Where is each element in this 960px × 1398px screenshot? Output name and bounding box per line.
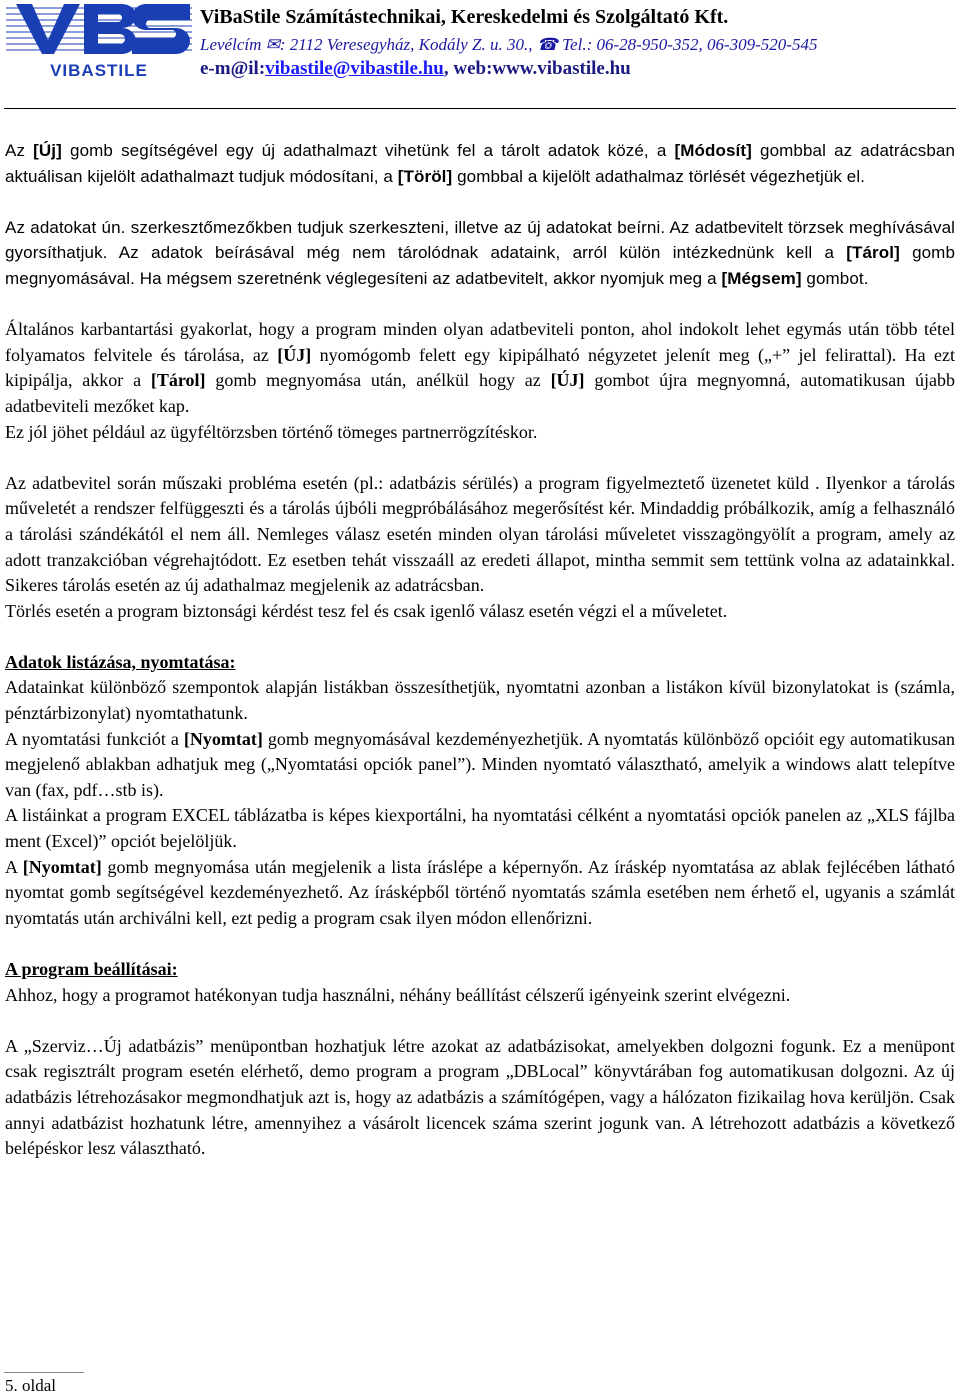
text: gombot újra megnyomná, automatikusan újabb adatbeviteli mezőket kap. <box>5 370 955 416</box>
button-ref-store: [Tárol] <box>846 243 900 263</box>
address-label: Levélcím <box>200 35 262 54</box>
phone-label: Tel. <box>562 35 587 54</box>
envelope-icon: ✉ <box>265 35 280 54</box>
paragraph-settings-1: Ahhoz, hogy a programot hatékonyan tudja használni, néhány beállítást célszerű igényeink szerint elvégezni. <box>5 984 791 1005</box>
text: nyomógomb felett egy kipipálható négyzetet jelenít meg („+” jel felirattal). Ha ezt kipipálja, akkor a <box>5 344 956 391</box>
phone-icon: ☎ <box>536 35 558 54</box>
paragraph-maintenance <box>5 317 955 419</box>
vibastile-logo <box>4 2 194 80</box>
button-ref-new: [ÚJ] <box>277 344 312 365</box>
text: Az <box>5 141 34 160</box>
letterhead <box>0 0 960 110</box>
button-ref-new: [Új] <box>33 141 62 160</box>
button-ref-cancel: [Mégsem] <box>721 268 802 288</box>
text: gomb megnyomása után megjelenik a lista íráslépe a képernyőn. Az íráskép nyomtatása az ablak fejlécében látható nyomtat gomb segítségével kezdeményezhető. Az írásképből történő nyomtatás számla esetében nem érhető el, ugyanis a számlát nyomtatás után archiválni kell, ezt pedig a program csak ilyen módon ellenőrizni. <box>5 856 955 928</box>
text: gomb megnyomásával kezdeményezhetjük. A nyomtatás különböző opcióit egy automatikusan megjelenő ablakban adhatjuk meg („Nyomtatási opciók panel”). Minden nyomtató választható, amelyik a windows alatt telepítve van (fax, pdf…stb is). <box>5 728 956 800</box>
paragraph-listing-3: A listáinkat a program EXCEL táblázatba is képes kiexportálni, ha nyomtatási célként a nyomtatási opciók panelen az „XLS fájlba ment (Excel)” opciót bejelöljük. <box>5 805 955 852</box>
company-name: ViBaStile Számítástechnikai, Kereskedelmi és Szolgáltató Kft. <box>200 6 729 28</box>
header-rule <box>4 108 956 109</box>
footer-rule <box>4 1372 84 1373</box>
paragraph-listing-2 <box>5 727 955 804</box>
button-ref-print: [Nyomtat] <box>183 728 263 749</box>
button-ref-print: [Nyomtat] <box>22 856 102 877</box>
contact-line <box>200 58 631 80</box>
paragraph-errors: Az adatbevitel során műszaki probléma esetén (pl.: adatbázis sérülés) a program figyelmeztető üzenetet küld . Ilyenkor a tárolás műveletét a rendszer felfüggeszti és a tárolás újbóli megpróbálásához megerősítést kér. Mindaddig próbálkozik, amíg a felhasználó a tárolási szándékától el nem áll. Nemleges válasz esetén minden olyan tárolási műveletet visszagöngyölít a program, amely az adott tranzakcióban végrehajtódott. Ez esetben tehát visszaáll az eredeti állapot, mintha semmit sem tettünk volna az adatainkkal. Sikeres tárolás esetén az új adathalmaz megjelenik az adatrácsban. <box>5 472 955 596</box>
text: gomb segítségével egy új adathalmazt vihetünk fel a tárolt adatok közé, a <box>61 141 675 160</box>
text: Az adatokat ún. szerkesztőmezőkben tudjuk szerkeszteni, illetve az új adatokat beírni. Az adatbevitelt törzsek meghívásával gyorsíthatjuk. Az adatok beírásával még nem tárolódnak adataink, arról külön intézkednünk kell a <box>5 217 955 263</box>
page-body <box>5 138 955 1162</box>
email-prefix: e-m@il: <box>200 58 266 79</box>
heading-listing: Adatok listázása, nyomtatása: <box>5 651 236 672</box>
page-number: 5. oldal <box>5 1376 56 1395</box>
text: gomb megnyomása után, anélkül hogy az <box>205 370 551 391</box>
email-link[interactable]: vibastile@vibastile.hu <box>265 58 444 79</box>
text: Ha mégsem szeretnénk véglegesíteni az adatbevitelt, akkor nyomjuk meg a <box>134 268 722 288</box>
paragraph-listing-4 <box>5 855 955 932</box>
paragraph-example: Ez jól jöhet például az ügyféltörzsben történő tömeges partnerrögzítéskor. <box>5 421 538 442</box>
address-text: : 2112 Veresegyház, Kodály Z. u. 30., <box>279 35 533 54</box>
paragraph-editing <box>5 215 955 292</box>
text: gombbal a kijelölt adathalmaz törlését végezhetjük el. <box>452 166 866 186</box>
phone-text: : 06-28-950-352, 06-309-520-545 <box>586 35 818 54</box>
address-line <box>200 35 817 55</box>
paragraph-listing-1: Adatainkat különböző szempontok alapján listákban összesíthetjük, nyomtatni azonban a listákon kívül bizonylatokat is (számla, pénztárbizonylat) nyomtathatunk. <box>5 677 955 724</box>
text: gombot. <box>801 268 869 288</box>
paragraph-delete: Törlés esetén a program biztonsági kérdést tesz fel és csak igenlő válasz esetén végzi el a műveletet. <box>5 600 728 621</box>
text: A <box>5 856 23 877</box>
svg-text:VIBASTILE: VIBASTILE <box>50 61 148 80</box>
button-ref-new: [ÚJ] <box>550 370 585 391</box>
text: gombbal az adatrácsban aktuálisan kijelölt adathalmazt tudjuk módosítani, a <box>5 141 956 186</box>
paragraph-settings-2: A „Szerviz…Új adatbázis” menüpontban hozhatjuk létre azokat az adatbázisokat, amelyekben dolgozni fogunk. Ez a menüpont csak regisztrált program esetén elérhető, demo program a program „DBLocal” könyvtárában fog automatikusan dolgozni. Az új adatbázis létrehozásakor megmondhatjuk azt is, hogy az adatbázis a számítógépen, vagy a hálózaton fizikailag hova kerüljön. Csak annyi adatbázist hozhatunk létre, amennyihez a vásárolt licencek száma szerint jogunk van. A létrehozott adatbázis a következő belépéskor lesz választható. <box>5 1035 955 1159</box>
text: A nyomtatási funkciót a <box>5 728 184 749</box>
web-prefix: , web: <box>443 58 493 79</box>
button-ref-store: [Tárol] <box>150 370 206 391</box>
button-ref-delete: [Töröl] <box>397 166 453 186</box>
web-url[interactable]: www.vibastile.hu <box>492 58 631 79</box>
paragraph-buttons <box>5 138 955 189</box>
heading-settings: A program beállításai: <box>5 959 178 979</box>
button-ref-modify: [Módosít] <box>674 141 752 160</box>
text: gomb megnyomásával. <box>5 243 956 288</box>
text: Általános karbantartási gyakorlat, hogy a program minden olyan adatbeviteli ponton, ahol indokolt lehet egymás után több tétel folyamatos felvitele és tárolása, az <box>5 319 955 365</box>
